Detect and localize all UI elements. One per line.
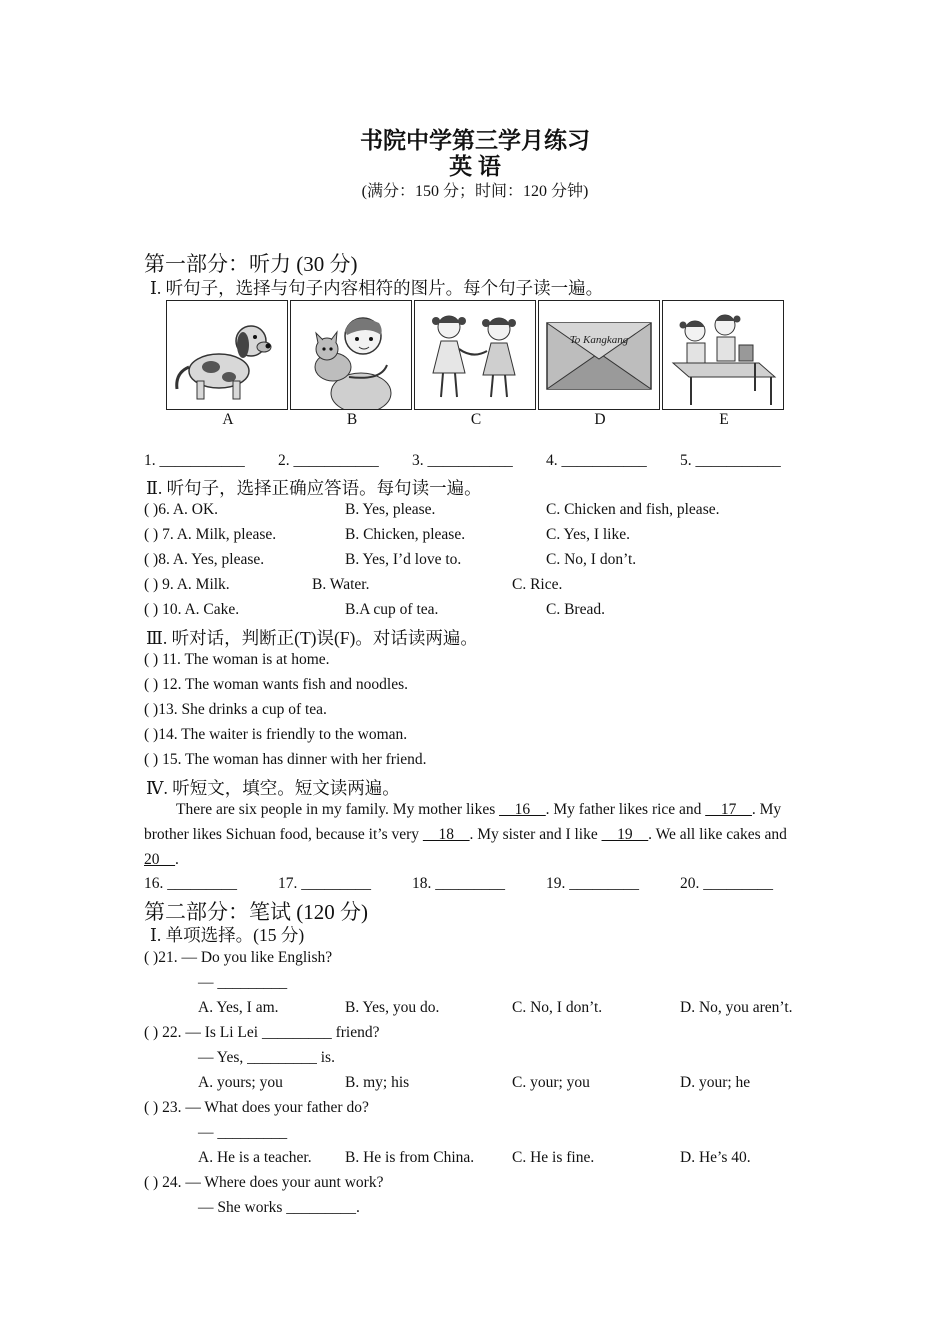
picture-label-c: C	[470, 411, 482, 428]
section2-heading: Ⅱ. 听句子，选择正确应答语。每句读一遍。	[146, 478, 482, 498]
part1-heading: 第一部分：听力 (30 分)	[144, 252, 358, 276]
question-24-response: — She works _________.	[198, 1199, 360, 1216]
answer-blank-17[interactable]: 17. _________	[278, 875, 371, 892]
passage-blank-17[interactable]: __17__	[705, 801, 752, 818]
part2-section1-heading: Ⅰ. 单项选择。(15 分)	[150, 925, 305, 945]
passage-blank-18[interactable]: __18__	[422, 826, 470, 843]
question-10-option-c: C. Bread.	[546, 601, 605, 618]
question-11[interactable]: ( ) 11. The woman is at home.	[144, 651, 330, 668]
answer-blank-18[interactable]: 18. _________	[412, 875, 505, 892]
question-21-option-b: B. Yes, you do.	[345, 999, 440, 1016]
question-23-option-c: C. He is fine.	[512, 1149, 595, 1166]
answer-blank-20[interactable]: 20. _________	[680, 875, 773, 892]
question-23-response: — _________	[198, 1124, 288, 1141]
dog-icon	[167, 301, 287, 409]
answer-blank-16[interactable]: 16. _________	[144, 875, 237, 892]
section1-heading: Ⅰ. 听句子，选择与句子内容相符的图片。每个句子读一遍。	[150, 278, 604, 298]
section3-heading: Ⅲ. 听对话，判断正(T)误(F)。对话读两遍。	[146, 628, 478, 648]
question-21-response: — _________	[198, 974, 288, 991]
question-8-option-c: C. No, I don’t.	[546, 551, 637, 568]
question-22-option-d: D. your; he	[680, 1074, 751, 1091]
answer-blank-19[interactable]: 19. _________	[546, 875, 639, 892]
question-12[interactable]: ( ) 12. The woman wants fish and noodles.	[144, 676, 409, 693]
passage-blank-16[interactable]: __16__	[499, 801, 546, 818]
passage-blank-19[interactable]: __19__	[601, 826, 649, 843]
girls-holding-hands-icon	[415, 301, 535, 409]
picture-label-a: A	[222, 411, 234, 428]
question-22[interactable]: ( ) 22. — Is Li Lei _________ friend?	[144, 1024, 380, 1041]
question-6[interactable]: ( )6. A. OK.	[144, 501, 219, 518]
picture-label-b: B	[346, 411, 358, 428]
question-7[interactable]: ( ) 7. A. Milk, please.	[144, 526, 277, 543]
question-6-option-b: B. Yes, please.	[345, 501, 436, 518]
answer-blank-1[interactable]: 1. ___________	[144, 452, 245, 469]
picture-label-d: D	[594, 411, 606, 428]
question-9[interactable]: ( ) 9. A. Milk.	[144, 576, 230, 593]
passage-text: . My father likes rice and	[545, 801, 706, 818]
answer-blank-3[interactable]: 3. ___________	[412, 452, 513, 469]
exam-title: 书院中学第三学月练习	[360, 128, 590, 153]
passage-text: . My sister and I like	[469, 826, 602, 843]
question-22-response: — Yes, _________ is.	[198, 1049, 335, 1066]
section4-heading: Ⅳ. 听短文，填空。短文读两遍。	[146, 778, 400, 798]
passage-text: . My	[751, 801, 782, 818]
question-21-option-c: C. No, I don’t.	[512, 999, 603, 1016]
question-21[interactable]: ( )21. — Do you like English?	[144, 949, 333, 966]
passage-text: brother likes Sichuan food, because it’s very	[144, 826, 423, 843]
picture-d	[538, 300, 660, 410]
question-9-option-b: B. Water.	[312, 576, 370, 593]
question-23-option-b: B. He is from China.	[345, 1149, 475, 1166]
question-22-option-c: C. your; you	[512, 1074, 590, 1091]
picture-e	[662, 300, 784, 410]
question-14[interactable]: ( )14. The waiter is friendly to the woman.	[144, 726, 408, 743]
question-9-option-c: C. Rice.	[512, 576, 563, 593]
question-23[interactable]: ( ) 23. — What does your father do?	[144, 1099, 369, 1116]
part2-heading: 第二部分：笔试 (120 分)	[144, 900, 368, 924]
passage-blank-20[interactable]: 20__	[144, 851, 175, 868]
question-6-option-c: C. Chicken and fish, please.	[546, 501, 720, 518]
envelope-text: To Kangkang	[569, 334, 629, 346]
question-22-option-a: A. yours; you	[198, 1074, 283, 1091]
boy-with-cat-icon	[291, 301, 411, 409]
question-7-option-c: C. Yes, I like.	[546, 526, 630, 543]
picture-a	[166, 300, 288, 410]
passage-text: There are six people in my family. My mother likes	[176, 801, 500, 818]
girls-at-desk-icon	[663, 301, 783, 409]
question-15[interactable]: ( ) 15. The woman has dinner with her friend.	[144, 751, 427, 768]
answer-blank-4[interactable]: 4. ___________	[546, 452, 647, 469]
question-24[interactable]: ( ) 24. — Where does your aunt work?	[144, 1174, 384, 1191]
picture-c	[414, 300, 536, 410]
question-21-option-a: A. Yes, I am.	[198, 999, 279, 1016]
question-10-option-b: B.A cup of tea.	[345, 601, 439, 618]
picture-label-e: E	[719, 411, 729, 428]
question-22-option-b: B. my; his	[345, 1074, 410, 1091]
exam-subject: 英 语	[449, 154, 501, 179]
passage-text: .	[175, 851, 179, 868]
passage-text: . We all like cakes and	[648, 826, 787, 843]
question-8[interactable]: ( )8. A. Yes, please.	[144, 551, 265, 568]
passage-line-1	[176, 801, 781, 819]
question-23-option-a: A. He is a teacher.	[198, 1149, 312, 1166]
answer-blank-2[interactable]: 2. ___________	[278, 452, 379, 469]
question-7-option-b: B. Chicken, please.	[345, 526, 466, 543]
question-8-option-b: B. Yes, I’d love to.	[345, 551, 462, 568]
answer-blank-5[interactable]: 5. ___________	[680, 452, 781, 469]
question-10[interactable]: ( ) 10. A. Cake.	[144, 601, 240, 618]
exam-info: (满分：150 分；时间：120 分钟)	[361, 183, 589, 200]
question-13[interactable]: ( )13. She drinks a cup of tea.	[144, 701, 327, 718]
question-23-option-d: D. He’s 40.	[680, 1149, 751, 1166]
question-21-option-d: D. No, you aren’t.	[680, 999, 793, 1016]
picture-b	[290, 300, 412, 410]
envelope-icon	[539, 301, 659, 409]
passage-line-3	[144, 851, 179, 869]
passage-line-2	[144, 826, 787, 844]
